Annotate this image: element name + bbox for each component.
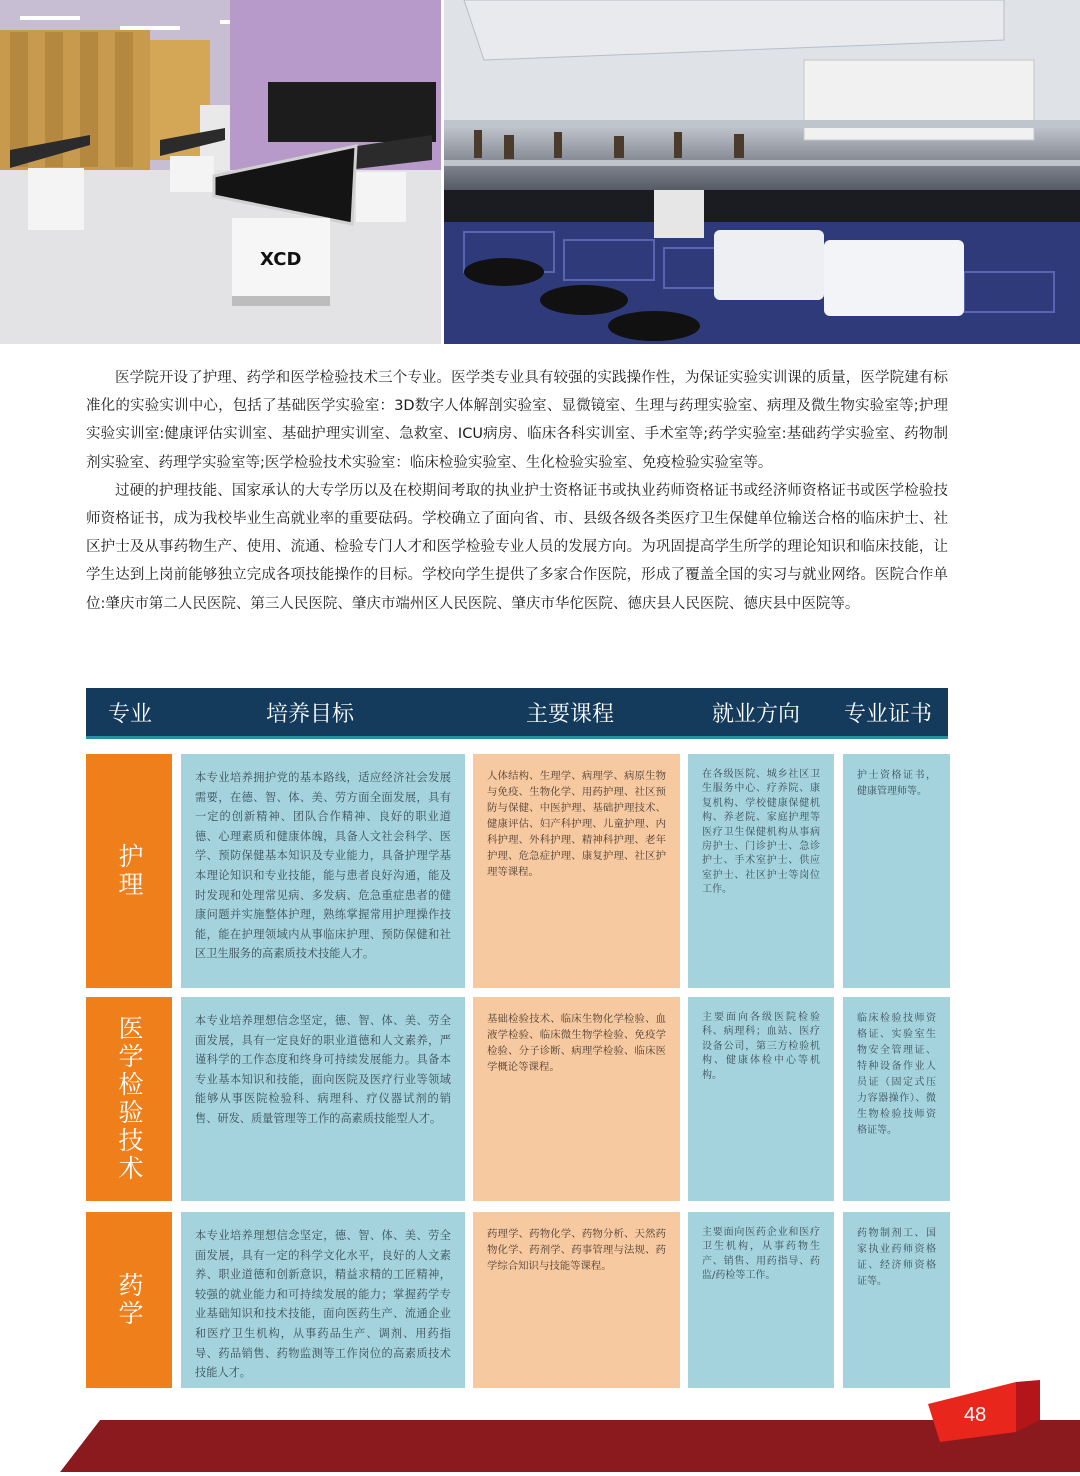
jobs-cell: 主要面向各级医院检验科、病理科；血站、医疗设备公司，第三方检验机构、健康体检中心等机构。 bbox=[688, 997, 834, 1201]
intro-text bbox=[86, 364, 948, 618]
certs-cell: 药物制剂工、国家执业药师资格证、经济师资格证等。 bbox=[843, 1212, 950, 1388]
anatomy-lab-photo bbox=[0, 0, 441, 344]
certs-cell: 临床检验技师资格证、实验室生物安全管理证、特种设备作业人员证（固定式压力容器操作）、微生物检验技师资格证等。 bbox=[843, 997, 950, 1201]
page-number: 48 bbox=[964, 1404, 987, 1426]
courses-cell: 人体结构、生理学、病理学、病原生物与免疫、生物化学、用药护理、社区预防与保健、中医护理、基础护理技术、健康评估、妇产科护理、儿童护理、内科护理、外科护理、精神科护理、老年护理、危急症护理、康复护理、社区护理等课程。 bbox=[473, 754, 680, 988]
jobs-cell: 主要面向医药企业和医疗卫生机构，从事药物生产、销售、用药指导、药监/药检等工作。 bbox=[688, 1212, 834, 1388]
certs-cell: 护士资格证书，健康管理师等。 bbox=[843, 754, 950, 988]
table-header bbox=[86, 688, 948, 739]
goal-cell: 本专业培养拥护党的基本路线，适应经济社会发展需要，在德、智、体、美、劳方面全面发展，具有一定的创新精神、团队合作精神、良好的职业道德、心理素质和健康体魄，具备人文社会科学、医学、预防保健基本知识及专业能力，具备护理学基本理论知识和专业技能，能与患者良好沟通，能及时发现和处理常见病、多发病、危急重症患者的健康问题并实施整体护理，熟练掌握常用护理操作技能，能在护理领域内从事临床护理、预防保健和社区卫生服务的高素质技术技能人才。 bbox=[181, 754, 465, 988]
logo-text: XCD bbox=[260, 249, 302, 270]
intro-paragraph-2: 过硬的护理技能、国家承认的大专学历以及在校期间考取的执业护士资格证书或执业药师资格证书或经济师资格证书或医学检验技师资格证书，成为我校毕业生高就业率的重要砝码。学校确立了面向省、市、县级各级各类医疗卫生保健单位输送合格的临床护士、社区护士及从事药物生产、使用、流通、检验专门人才和医学检验专业人员的发展方向。为巩固提高学生所学的理论知识和临床技能，让学生达到上岗前能够独立完成各项技能操作的目标。学校向学生提供了多家合作医院，形成了覆盖全国的实习与就业网络。医院合作单位:肇庆市第二人民医院、第三人民医院、肇庆市端州区人民医院、肇庆市华佗医院、德庆县人民医院、德庆县中医院等。 bbox=[86, 482, 948, 612]
header-certs: 专业证书 bbox=[844, 702, 933, 727]
jobs-cell: 在各级医院、城乡社区卫生服务中心、疗养院、康复机构、学校健康保健机构、养老院、家庭护理等医疗卫生保健机构从事病房护士、门诊护士、急诊护士、手术室护士、供应室护士、社区护士等岗位工作。 bbox=[688, 754, 834, 988]
chemistry-lab-photo bbox=[444, 0, 1080, 344]
goal-cell: 本专业培养理想信念坚定，德、智、体、美、劳全面发展，具有一定的科学文化水平，良好的人文素养、职业道德和创新意识，精益求精的工匠精神，较强的就业能力和可持续发展的能力；掌握药学专业基础知识和技术技能，面向医药生产、流通企业和医疗卫生机构，从事药品生产、调剂、用药指导、药品销售、药物监测等工作岗位的高素质技术技能人才。 bbox=[181, 1212, 465, 1388]
intro-paragraph-1: 医学院开设了护理、药学和医学检验技术三个专业。医学类专业具有较强的实践操作性，为保证实验实训课的质量，医学院建有标准化的实验实训中心，包括了基础医学实验室：3D数字人体解剖实验室、显微镜室、生理与药理实验室、病理及微生物实验室等;护理实验实训室:健康评估实训室、基础护理实训室、急救室、ICU病房、临床各科实训室、手术室等;药学实验室:基础药学实验室、药物制剂实验室、药理学实验室等;医学检验技术实验室：临床检验实验室、生化检验实验室、免疫检验实验室等。 bbox=[86, 370, 948, 471]
courses-cell: 药理学、药物化学、药物分析、天然药物化学、药剂学、药事管理与法规、药学综合知识与技能等课程。 bbox=[473, 1212, 680, 1388]
footer-band bbox=[0, 1380, 1080, 1472]
table-row bbox=[86, 997, 950, 1201]
header-goal: 培养目标 bbox=[266, 702, 355, 727]
header-courses: 主要课程 bbox=[526, 702, 615, 727]
table-row bbox=[86, 754, 950, 988]
courses-cell: 基础检验技术、临床生物化学检验、血液学检验、临床微生物学检验、免疫学检验、分子诊断、病理学检验、临床医学概论等课程。 bbox=[473, 997, 680, 1201]
goal-cell: 本专业培养理想信念坚定，德、智、体、美、劳全面发展，具有一定良好的职业道德和人文素养，严谨科学的工作态度和终身可持续发展能力。具备本专业基本知识和技能，面向医院及医疗行业等领域能够从事医院检验科、病理科、疗仪器试剂的销售、研发、质量管理等工作的高素质技能型人才。 bbox=[181, 997, 465, 1201]
major-label: 护理 bbox=[86, 754, 172, 988]
table-row bbox=[86, 1212, 950, 1388]
header-photos bbox=[0, 0, 1080, 344]
header-jobs: 就业方向 bbox=[712, 702, 801, 727]
major-label: 药学 bbox=[86, 1212, 172, 1388]
major-label: 医学检验技术 bbox=[86, 997, 172, 1201]
header-major: 专业 bbox=[108, 702, 153, 727]
